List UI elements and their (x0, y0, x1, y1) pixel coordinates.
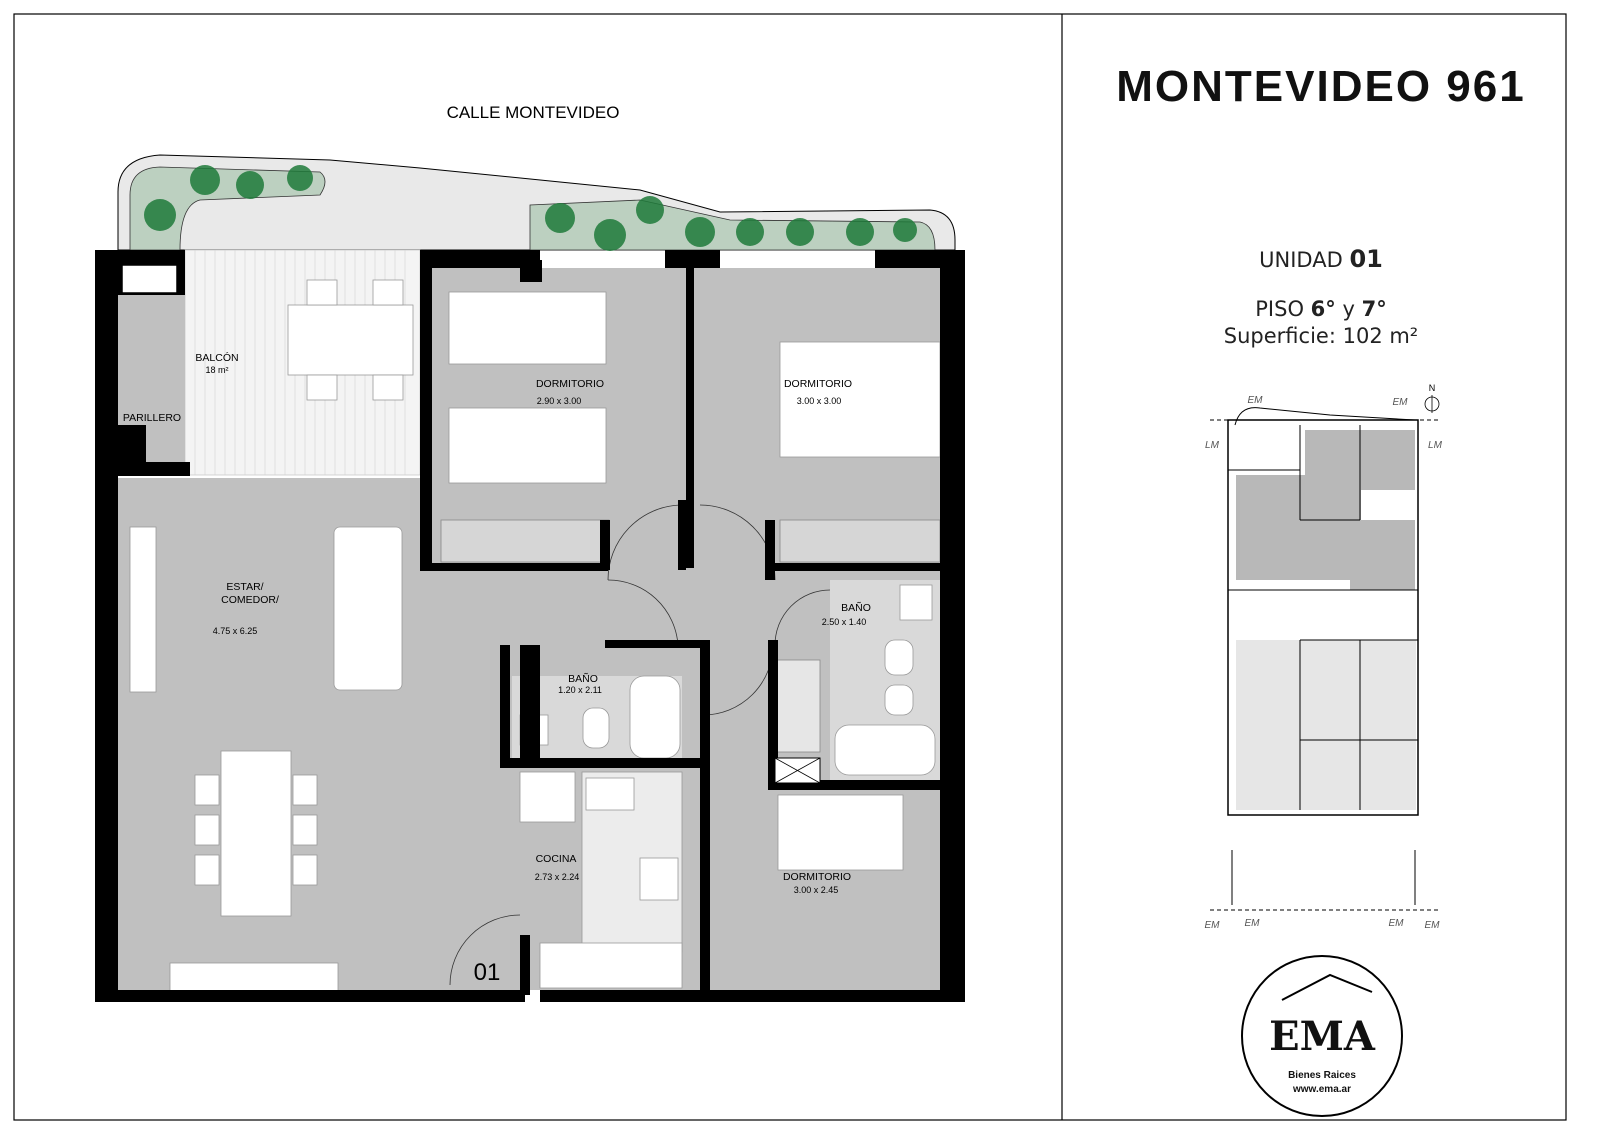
street-label: CALLE MONTEVIDEO (446, 103, 620, 122)
balcony-size: 18 m² (205, 365, 229, 375)
dining-chair (293, 855, 317, 885)
bathtub-1 (630, 676, 680, 758)
bedroom-3-label: DORMITORIO (782, 871, 852, 883)
bed-3 (778, 795, 903, 870)
lm-label: LM (1205, 440, 1219, 451)
bed-1a (449, 292, 606, 364)
kitchen-label: COCINA (535, 853, 577, 865)
bedroom-3-size: 3.00 x 2.45 (793, 885, 839, 895)
dining-chair (195, 855, 219, 885)
balcony-chair (373, 280, 403, 305)
area-info: Superficie: 102 m² (1223, 324, 1419, 348)
bath-2-label: BAÑO (841, 602, 871, 614)
living-label-2: COMEDOR/ (221, 594, 279, 606)
floor-info: PISO 6° y 7° (1255, 297, 1387, 321)
north-label: N (1428, 383, 1436, 393)
kitchen-counter-bottom (540, 943, 682, 988)
dining-chair (195, 815, 219, 845)
linen-closet (775, 660, 820, 752)
bath-2-size: 2.50 x 1.40 (821, 617, 867, 627)
balcony-table (288, 305, 413, 375)
grill-box (122, 265, 177, 293)
toilet-1 (583, 708, 609, 748)
em-label: EM (1392, 397, 1408, 408)
balcony-chair (307, 280, 337, 305)
balcony-chair (373, 375, 403, 400)
unit-number-tag: 01 (473, 959, 501, 986)
bed-1b (449, 408, 606, 483)
living-size: 4.75 x 6.25 (212, 626, 258, 636)
grill-label: PARILLERO (122, 412, 182, 424)
em-label: EM (1388, 918, 1404, 929)
em-label: EM (1244, 918, 1260, 929)
sofa (334, 527, 402, 690)
lm-label: LM (1428, 440, 1442, 451)
sheet-title: MONTEVIDEO 961 (1116, 62, 1526, 111)
kitchen-size: 2.73 x 2.24 (534, 872, 580, 882)
closet-bedroom-2 (780, 520, 940, 562)
balcony-chair (307, 375, 337, 400)
em-label: EM (1204, 920, 1220, 931)
logo-brand: EMA (1269, 1013, 1375, 1060)
bidet-2 (885, 640, 913, 675)
unit-info: UNIDAD 01 (1259, 245, 1383, 273)
logo-tagline: Bienes Raices (1288, 1070, 1356, 1081)
fridge (520, 772, 575, 822)
entry-cabinet (170, 963, 338, 991)
bedroom-1-size: 2.90 x 3.00 (536, 396, 582, 406)
bathtub-2 (835, 725, 935, 775)
bedroom-2-label: DORMITORIO (783, 378, 853, 390)
sink-2 (900, 585, 932, 620)
bedroom-1-label: DORMITORIO (535, 378, 605, 390)
balcony-label: BALCÓN (195, 352, 239, 364)
ema-logo (1242, 956, 1402, 1116)
dining-chair (293, 815, 317, 845)
bedroom-2-size: 3.00 x 3.00 (796, 396, 842, 406)
tv-unit (130, 527, 156, 692)
logo-url: www.ema.ar (1293, 1084, 1351, 1095)
living-label-1: ESTAR/ (226, 581, 264, 593)
bath-1-size: 1.20 x 2.11 (558, 685, 602, 695)
dining-chair (195, 775, 219, 805)
kitchen-sink (586, 778, 634, 810)
closet-bedroom-1 (441, 520, 609, 562)
toilet-2 (885, 685, 913, 715)
em-label: EM (1247, 395, 1263, 406)
key-plan (1210, 395, 1440, 910)
bath-1-label: BAÑO (568, 673, 598, 685)
dining-table (221, 751, 291, 916)
dining-chair (293, 775, 317, 805)
em-label: EM (1424, 920, 1440, 931)
cooktop (640, 858, 678, 900)
planter-right (530, 200, 935, 250)
